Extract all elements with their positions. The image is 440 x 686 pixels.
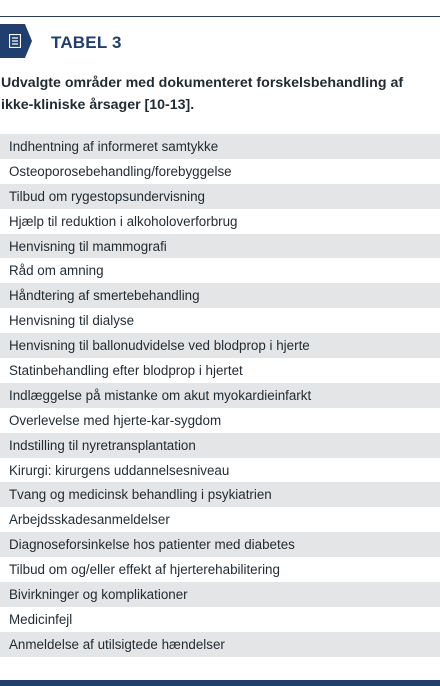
table-row: Hjælp til reduktion i alkoholoverforbrug	[9, 213, 238, 229]
table-row: Osteoporosebehandling/forebyggelse	[9, 163, 232, 179]
table-row: Anmeldelse af utilsigtede hændelser	[0, 632, 440, 657]
table-row: Indstilling til nyretransplantation	[0, 433, 440, 458]
table-row: Henvisning til ballonudvidelse ved blodprop i hjerte	[0, 333, 440, 358]
bottom-bar	[0, 680, 440, 686]
table-row: Henvisning til dialyse	[9, 313, 135, 329]
table-row: Henvisning til mammografi	[0, 234, 440, 259]
table-row: Bivirkninger og komplikationer	[0, 582, 440, 607]
table-row: Statinbehandling efter blodprop i hjertet	[9, 363, 243, 379]
table-row: Kirurgi: kirurgens uddannelsesniveau	[9, 462, 230, 478]
table-row: Diagnoseforsinkelse hos patienter med diabetes	[0, 532, 440, 557]
table-header	[0, 17, 440, 61]
table-row: Arbejdsskadesanmeldelser	[9, 512, 170, 528]
table-row: Tilbud om rygestopsundervisning	[0, 184, 440, 209]
document-list-icon	[0, 24, 32, 58]
table-row: Overlevelse med hjerte-kar-sygdom	[9, 412, 222, 428]
table-caption: Udvalgte områder med dokumenteret forskelsbehandling af ikke-kliniske årsager [10-13].	[1, 75, 404, 113]
table-row: Tilbud om og/eller effekt af hjerterehabilitering	[9, 562, 280, 578]
table-rows	[0, 134, 440, 657]
table-row: Indhentning af informeret samtykke	[0, 134, 440, 159]
table-title: TABEL 3	[51, 33, 122, 52]
table-row: Tvang og medicinsk behandling i psykiatrien	[0, 482, 440, 507]
table-row: Medicinfejl	[9, 611, 73, 627]
table-row: Indlæggelse på mistanke om akut myokardieinfarkt	[0, 383, 440, 408]
table-row: Håndtering af smertebehandling	[0, 283, 440, 308]
table-row: Råd om amning	[9, 263, 104, 279]
